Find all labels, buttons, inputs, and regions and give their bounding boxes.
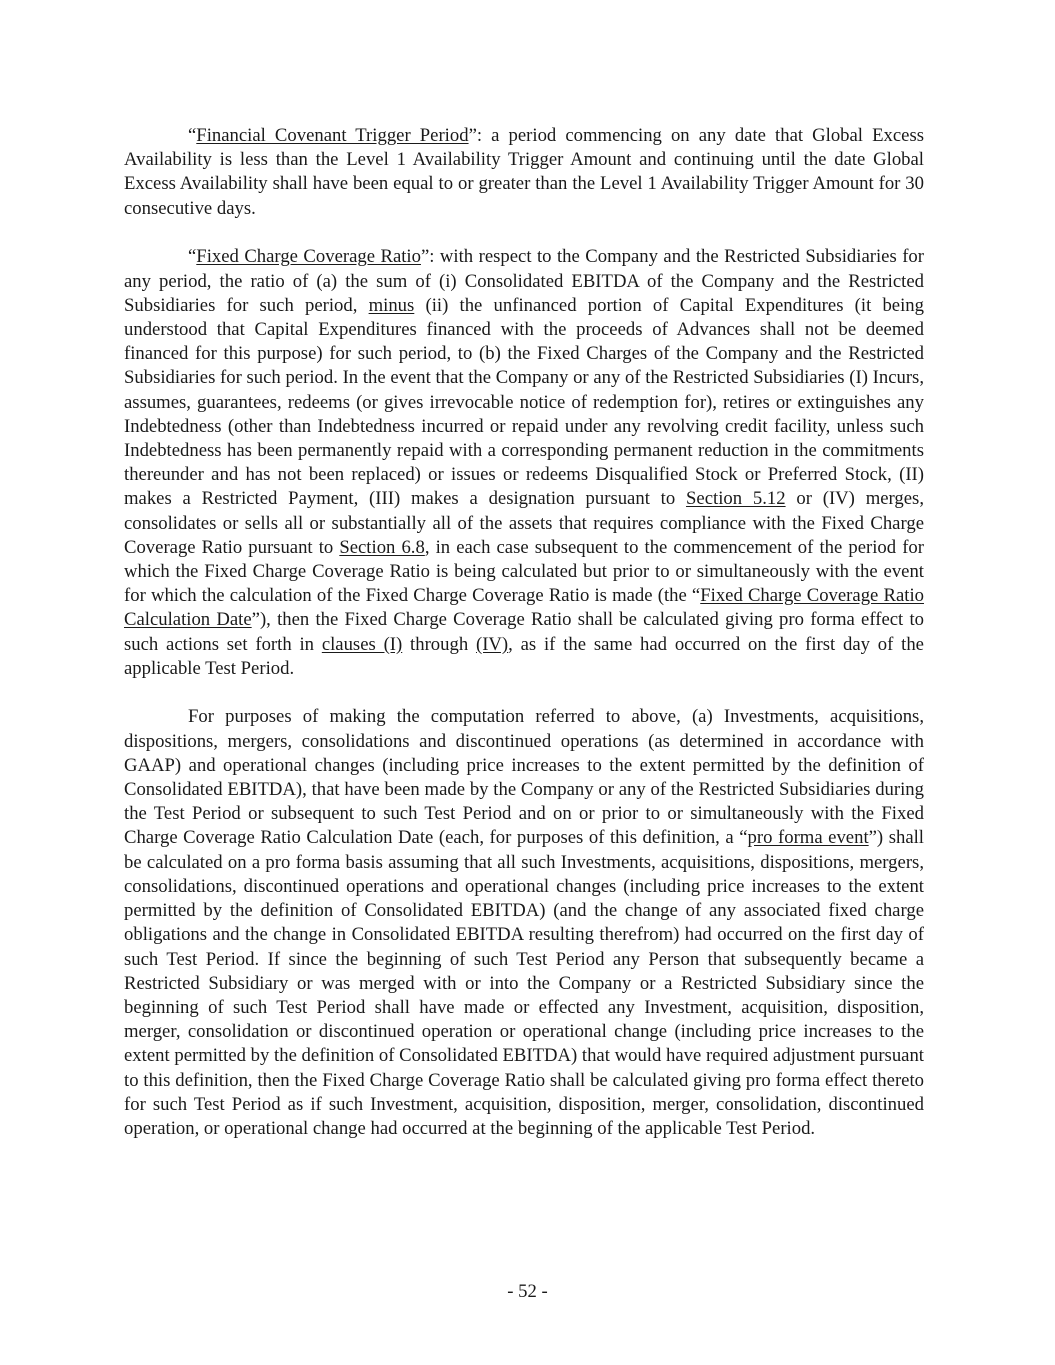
open-quote: “ xyxy=(188,246,197,268)
defined-term: Fixed Charge Coverage Ratio xyxy=(196,246,421,268)
definition-text: ”: a period commencing on any date that Global Excess Availability is less than the Level 1 Availability Trigger Amount and continuing until the date Global Excess Availability shall have been equal to or greater than the Level 1 Availability Trigger Amount for 30 consecutive days. xyxy=(124,125,924,219)
page-number: - 52 - xyxy=(507,1281,548,1302)
section-reference: Section 5.12 xyxy=(686,488,786,510)
defined-term: pro forma event xyxy=(747,827,869,849)
section-reference: Section 6.8 xyxy=(339,536,425,558)
defined-term: Fixed Charge Coverage Ratio Calculation Date xyxy=(124,585,924,631)
emphasis-minus: minus xyxy=(368,294,415,316)
definition-text: ”), then the Fixed Charge Coverage Ratio shall be calculated giving pro forma effect to such actions set forth in xyxy=(124,609,924,655)
definition-text: through xyxy=(402,633,476,655)
clause-reference: (IV) xyxy=(475,633,509,655)
definition-text: ”: with respect to the Company and the Restricted Subsidiaries for any period, the ratio of (a) the sum of (i) Consolidated EBITDA of the Company and the Restricted Subsidiaries for such period, xyxy=(124,246,924,316)
defined-term: Financial Covenant Trigger Period xyxy=(196,125,469,146)
definition-fixed-charge-coverage-ratio xyxy=(124,245,924,681)
definition-text: or (IV) merges, consolidates or sells all or substantially all of the assets that requires compliance with the Fixed Charge Coverage Ratio pursuant to xyxy=(124,488,924,558)
clause-reference: clauses (I) xyxy=(321,633,403,655)
definition-financial-covenant-trigger-period xyxy=(124,124,924,221)
pro-forma-computation-paragraph xyxy=(124,705,924,1141)
paragraph-text: ”) shall be calculated on a pro forma basis assuming that all such Investments, acquisitions, dispositions, mergers, consolidations, discontinued operations and operational changes (including price increases to the extent permitted by the definition of Consolidated EBITDA) (and the change of any associated fixed charge obligations and the change in Consolidated EBITDA resulting therefrom) had occurred on the first day of such Test Period. If since the beginning of such Test Period any Person that subsequently became a Restricted Subsidiary or was merged with or into the Company or a Restricted Subsidiary since the beginning of such Test Period shall have made or effected any Investment, acquisition, disposition, merger, consolidation or discontinued operation or operational change (including price increases to the extent permitted by the definition of Consolidated EBITDA) that would have required adjustment pursuant to this definition, then the Fixed Charge Coverage Ratio shall be calculated giving pro forma effect thereto for such Test Period as if such Investment, acquisition, disposition, merger, consolidation, discontinued operation, or operational change had occurred at the beginning of the applicable Test Period. xyxy=(124,827,924,1139)
document-page xyxy=(124,124,924,1166)
definition-text: , as if the same had occurred on the first day of the applicable Test Period. xyxy=(124,633,924,679)
paragraph-text: For purposes of making the computation referred to above, (a) Investments, acquisitions, dispositions, mergers, consolidations and discontinued operations (as determined in accordance with GAAP) and operational changes (including price increases to the extent permitted by the definition of Consolidated EBITDA), that have been made by the Company or any of the Restricted Subsidiaries during the Test Period or subsequent to such Test Period and on or prior to or simultaneously with the Fixed Charge Coverage Ratio Calculation Date (each, for purposes of this definition, a “ xyxy=(124,706,924,849)
definition-text: , in each case subsequent to the commencement of the period for which the Fixed Charge Coverage Ratio is being calculated but prior to or simultaneously with the event for which the calculation of the Fixed Charge Coverage Ratio is made (the “ xyxy=(124,536,924,607)
definition-text: (ii) the unfinanced portion of Capital Expenditures (it being understood that Capital Expenditures financed with the proceeds of Advances shall not be deemed financed for this purpose) for such period, to (b) the Fixed Charges of the Company and the Restricted Subsidiaries for such period. In the event that the Company or any of the Restricted Subsidiaries (I) Incurs, assumes, guarantees, redeems (or gives irrevocable notice of redemption for), retires or extinguishes any Indebtedness (other than Indebtedness incurred or repaid under any revolving credit facility, unless such Indebtedness has been permanently repaid with a corresponding permanent reduction in the commitments thereunder and has not been replaced) or issues or redeems Disqualified Stock or Preferred Stock, (II) makes a Restricted Payment, (III) makes a designation pursuant to xyxy=(124,294,924,510)
open-quote: “ xyxy=(188,125,197,146)
